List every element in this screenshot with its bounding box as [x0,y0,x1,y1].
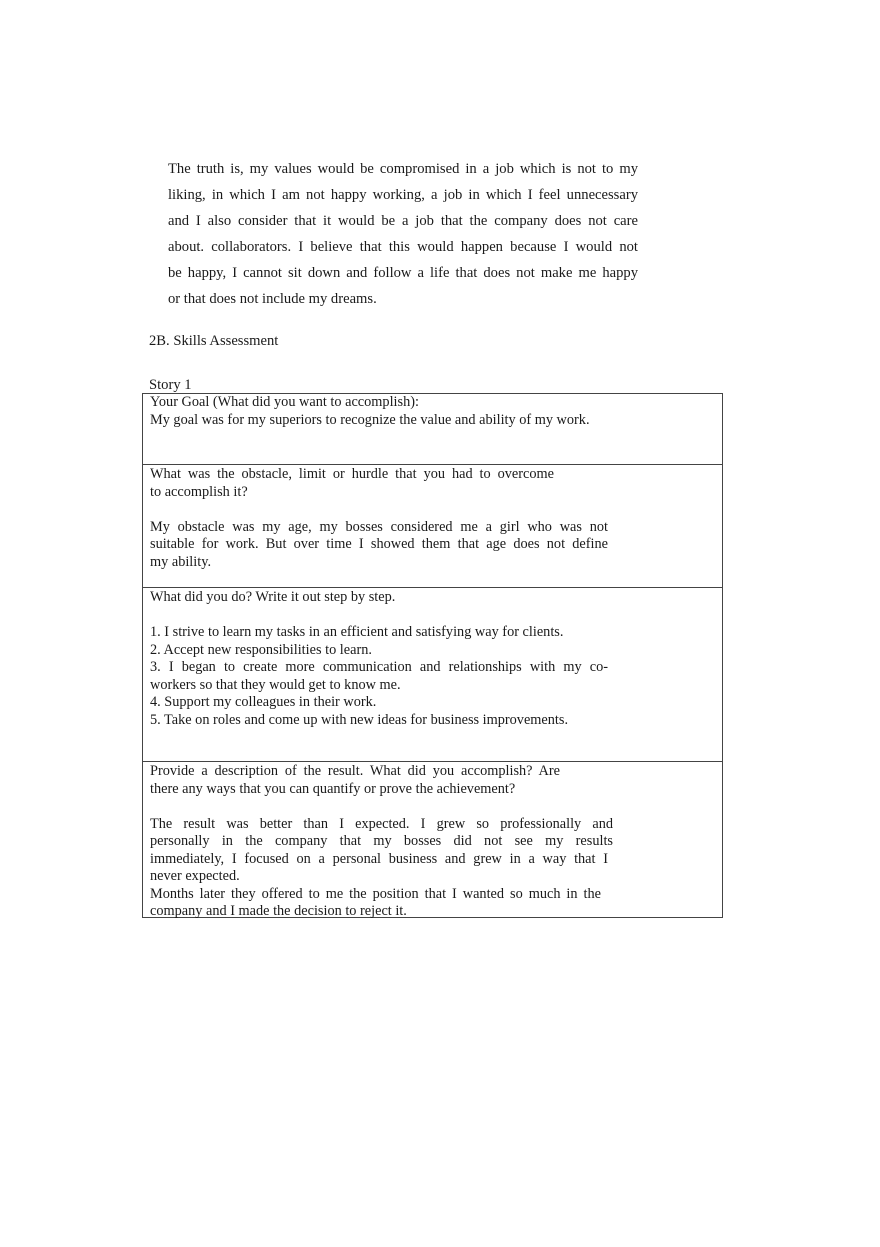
action-step: 1. I strive to learn my tasks in an efficient and satisfying way for clients. [150,624,564,640]
intro-line: and I also consider that it would be a job that the company does not care [168,213,638,229]
result-answer-line: personally in the company that my bosses did not see my results [150,833,613,849]
spacer [150,607,722,625]
result-answer-line: Months later they offered to me the position that I wanted so much in the [150,885,601,902]
intro-paragraph [168,157,638,313]
story-table [142,393,723,918]
result-answer-line: immediately, I focused on a personal business and grew in a way that I [150,850,608,867]
intro-line: be happy, I cannot sit down and follow a life that does not make me happy [168,265,638,281]
result-question-line: there any ways that you can quantify or prove the achievement? [150,780,516,797]
obstacle-answer-line: suitable for work. But over time I showed them that age does not define [150,536,608,552]
story-label: Story 1 [149,377,192,393]
intro-line: or that does not include my dreams. [168,291,377,307]
obstacle-answer-line: my ability. [150,553,212,570]
spacer [150,501,722,519]
goal-cell [143,394,722,464]
actions-cell [143,587,722,761]
intro-line: about. collaborators. I believe that this would happen because I would not [168,239,638,255]
obstacle-question-line: to accomplish it? [150,483,248,500]
result-answer-line: The result was better than I expected. I grew so professionally and [150,815,613,832]
action-step: workers so that they would get to know me. [150,676,401,693]
section-heading: 2B. Skills Assessment [149,333,279,349]
goal-answer: My goal was for my superiors to recognize the value and ability of my work. [150,411,590,428]
goal-question: Your Goal (What did you want to accomplish): [150,394,419,410]
obstacle-cell [143,464,722,587]
action-step: 2. Accept new responsibilities to learn. [150,641,372,658]
intro-line: The truth is, my values would be compromised in a job which is not to my [168,161,638,177]
obstacle-answer-line: My obstacle was my age, my bosses considered me a girl who was not [150,518,608,535]
result-question-line: Provide a description of the result. What did you accomplish? Are [150,763,560,779]
actions-question: What did you do? Write it out step by step. [150,589,396,605]
result-answer-line: company and I made the decision to reject it. [150,903,407,919]
spacer [150,798,722,816]
action-step: 3. I began to create more communication and relationships with my co- [150,659,608,675]
result-cell [143,761,722,917]
action-step: 4. Support my colleagues in their work. [150,694,377,710]
result-answer-line: never expected. [150,868,240,884]
action-step: 5. Take on roles and come up with new ideas for business improvements. [150,711,569,728]
obstacle-question-line: What was the obstacle, limit or hurdle that you had to overcome [150,466,554,482]
intro-line: liking, in which I am not happy working, a job in which I feel unnecessary [168,187,638,203]
